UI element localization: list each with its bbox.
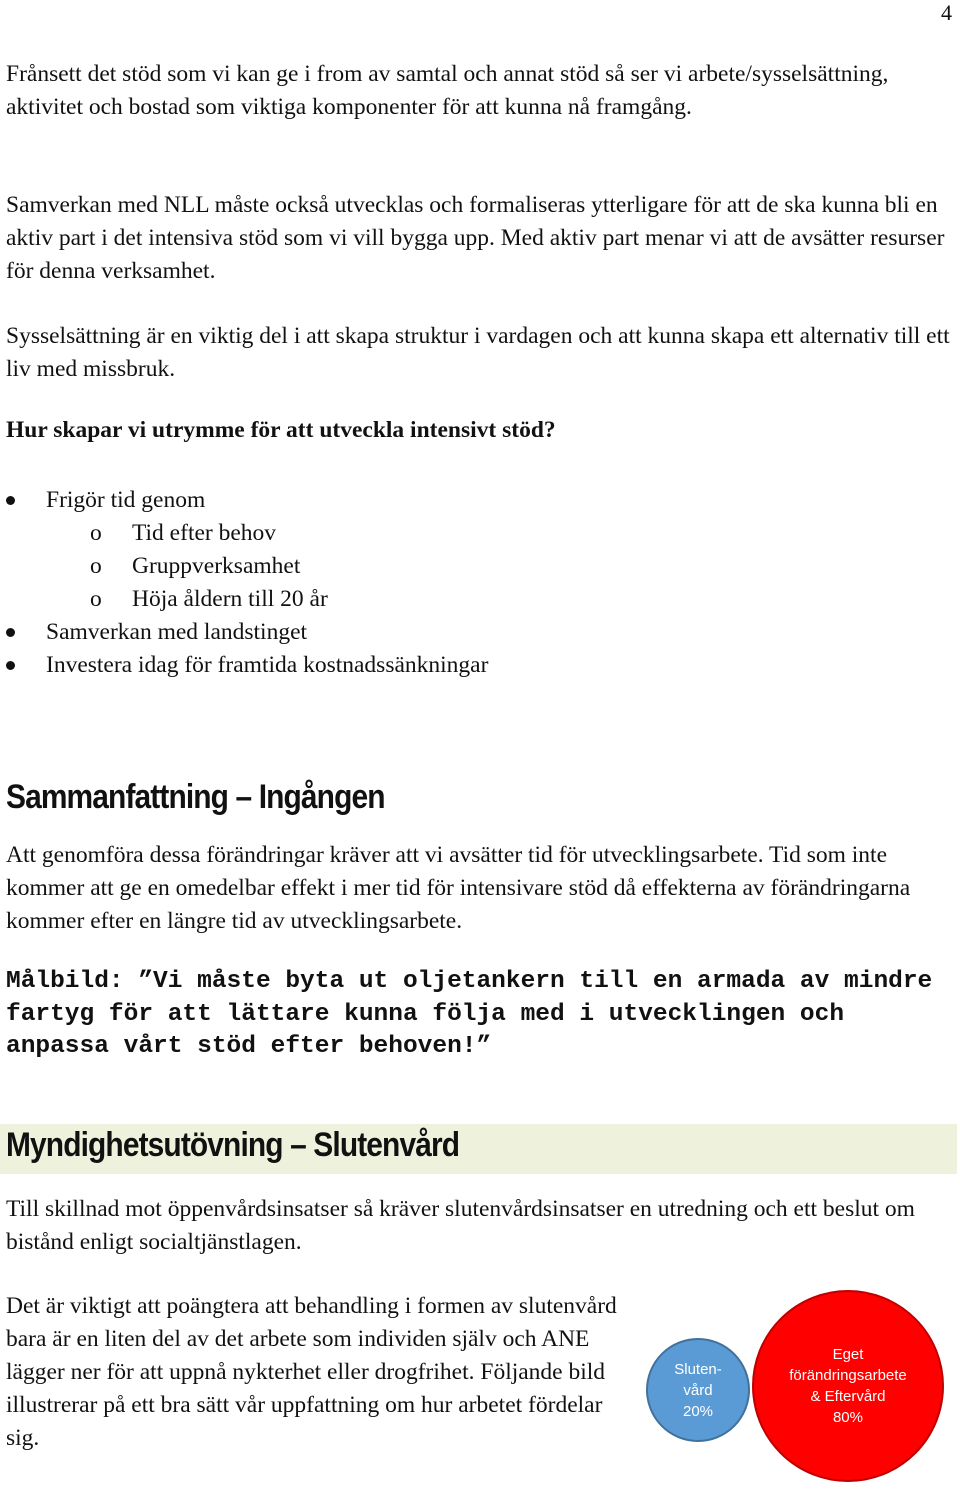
paragraph-fordelning: Det är viktigt att poängtera att behandling i formen av slutenvård bara är en liten del av det arbete som individen själv och ANE lägger ner för att uppnå nykterhet eller drogfrihet. Följande bild illustrerar på ett bra sätt vår uppfattning om hur arbetet fördelar sig. <box>6 1293 617 1451</box>
list-item <box>0 484 488 616</box>
goal-quote: Målbild: ”Vi måste byta ut oljetankern till en armada av mindre fartyg för att lättare kunna följa med i utvecklingen och anpassa vårt stöd efter behoven!” <box>6 968 933 1060</box>
list-item-label: Frigör tid genom <box>46 487 206 513</box>
sub-list-item-label: Höja åldern till 20 år <box>132 586 328 612</box>
slutenvard-circle-label: Sluten- vård 20% <box>674 1360 722 1420</box>
page-number: 4 <box>941 0 952 25</box>
bullet-list <box>0 484 488 682</box>
paragraph-sysselsattning: Sysselsättning är en viktig del i att skapa struktur i vardagen och att kunna skapa ett alternativ till ett liv med missbruk. <box>6 323 950 382</box>
sub-list <box>46 517 488 616</box>
list-item <box>0 616 488 649</box>
section-heading-sammanfattning: Sammanfattning – Ingången <box>6 778 385 816</box>
sub-list-item <box>0 550 488 583</box>
bullet-icon <box>6 496 15 505</box>
paragraph-sammanfattning: Att genomföra dessa förändringar kräver att vi avsätter tid för utvecklingsarbete. Tid som inte kommer att ge en omedelbar effekt i mer tid för intensivare stöd då effekterna av förändringarna kommer efter en längre tid av utvecklingsarbete. <box>6 842 911 934</box>
list-item-label: Investera idag för framtida kostnadssänkningar <box>46 652 489 678</box>
forandringsarbete-circle <box>752 1290 944 1482</box>
paragraph-slutenvard: Till skillnad mot öppenvårdsinsatser så kräver slutenvårdsinsatser en utredning och ett beslut om bistånd enligt socialtjänstlagen. <box>6 1196 915 1255</box>
sub-list-item <box>0 583 488 616</box>
slutenvard-circle <box>646 1338 750 1442</box>
section-heading-myndighetsutovning: Myndighetsutövning – Slutenvård <box>6 1126 460 1164</box>
circle-marker-icon: o <box>90 520 102 546</box>
bullet-icon <box>6 628 15 637</box>
list-item <box>0 649 488 682</box>
list-item-label: Samverkan med landstinget <box>46 619 308 645</box>
circle-marker-icon: o <box>90 553 102 579</box>
question-heading: Hur skapar vi utrymme för att utveckla intensivt stöd? <box>6 417 556 443</box>
sub-list-item <box>0 517 488 550</box>
sub-list-item-label: Gruppverksamhet <box>132 553 301 579</box>
paragraph-framgang: Frånsett det stöd som vi kan ge i from av samtal och annat stöd så ser vi arbete/sysselsättning, aktivitet och bostad som viktiga komponenter för att kunna nå framgång. <box>6 61 889 120</box>
sub-list-item-label: Tid efter behov <box>132 520 277 546</box>
bullet-icon <box>6 661 15 670</box>
paragraph-samverkan-nll: Samverkan med NLL måste också utvecklas och formaliseras ytterligare för att de ska kunna bli en aktiv part i det intensiva stöd som vi vill bygga upp. Med aktiv part menar vi att de avsätter resurser för denna verksamhet. <box>6 192 945 284</box>
forandringsarbete-circle-label: Eget förändringsarbete & Eftervård 80% <box>789 1346 907 1426</box>
circle-marker-icon: o <box>90 586 102 612</box>
